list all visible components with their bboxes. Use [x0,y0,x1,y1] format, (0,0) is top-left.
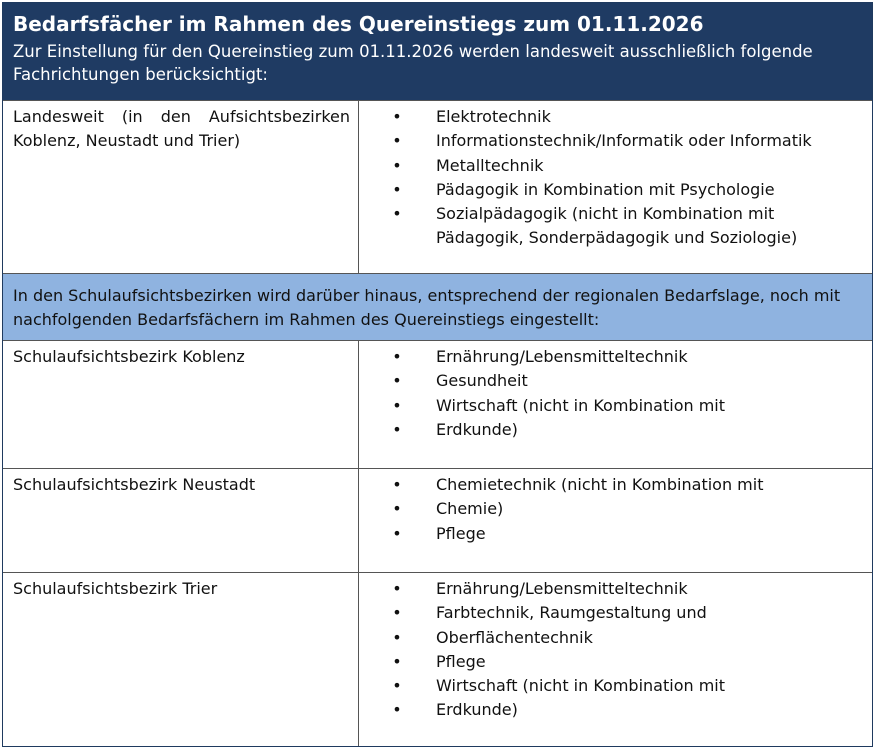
bullet-icon: • [392,347,402,366]
list-item: • Wirtschaft (nicht in Kombination mit [359,674,866,698]
subject-list-neustadt [359,473,866,546]
list-item: • Pädagogik in Kombination mit Psychologie [359,178,866,202]
list-item: • Pflege [359,522,866,546]
list-item: • Gesundheit [359,369,866,393]
list-item: • Erdkunde) [359,698,866,722]
list-item: • Chemie) [359,497,866,521]
region-label-koblenz: Schulaufsichtsbezirk Koblenz [3,341,359,468]
row-koblenz [3,340,872,468]
bullet-icon: • [392,155,402,175]
region-label-neustadt: Schulaufsichtsbezirk Neustadt [3,469,359,572]
bullet-icon: • [392,107,402,126]
bullet-icon: • [392,700,402,720]
row-landesweit [3,100,872,273]
list-item: • Wirtschaft (nicht in Kombination mit [359,394,866,418]
bullet-icon: • [392,475,402,494]
bullet-icon: • [392,131,402,151]
subjects-cell-koblenz [359,341,872,468]
list-item: • Informationstechnik/Informatik oder Informatik [359,129,866,153]
bullet-icon: • [392,179,402,199]
bedarfsfaecher-table [2,2,873,747]
bullet-icon: • [392,371,402,391]
bullet-icon: • [392,651,402,671]
bullet-icon: • [392,627,402,647]
list-item: • Metalltechnik [359,154,866,178]
bullet-icon: • [392,676,402,696]
subject-list-koblenz [359,345,866,442]
regional-info-band: In den Schulaufsichtsbezirken wird darüber hinaus, entsprechend der regionalen Bedarfslage, noch mit nachfolgenden Bedarfsfächern im Rahmen des Quereinstiegs eingestellt: [3,273,872,340]
table-header [3,3,872,100]
bullet-icon: • [392,523,402,543]
bullet-icon: • [392,499,402,519]
list-item: • Pflege [359,650,866,674]
subjects-cell-landesweit [359,101,872,273]
bullet-icon: • [392,395,402,415]
list-item: • Ernährung/Lebensmitteltechnik [359,577,866,601]
subject-list-landesweit [359,105,866,251]
bullet-icon: • [392,204,402,224]
region-label-landesweit: Landesweit (in den Aufsichtsbezirken Koblenz, Neustadt und Trier) [3,101,359,273]
list-item: • Erdkunde) [359,418,866,442]
row-trier [3,572,872,746]
subjects-cell-neustadt [359,469,872,572]
table-subtitle: Zur Einstellung für den Quereinstieg zum 01.11.2026 werden landesweit ausschließlich folgende Fachrichtungen berücksichtigt: [13,42,813,84]
subjects-cell-trier [359,573,872,746]
list-item: • Farbtechnik, Raumgestaltung und [359,601,866,625]
bullet-icon: • [392,579,402,598]
region-label-trier: Schulaufsichtsbezirk Trier [3,573,359,746]
table-title: Bedarfsfächer im Rahmen des Quereinstiegs zum 01.11.2026 [13,12,704,36]
list-item: • Sozialpädagogik (nicht in Kombination mit Pädagogik, Sonderpädagogik und Soziologie) [359,202,866,251]
bullet-icon: • [392,603,402,623]
row-neustadt [3,468,872,572]
list-item: • Oberflächentechnik [359,626,866,650]
list-item: • Elektrotechnik [359,105,866,129]
subject-list-trier [359,577,866,723]
list-item: • Chemietechnik (nicht in Kombination mit [359,473,866,497]
bullet-icon: • [392,419,402,439]
list-item: • Ernährung/Lebensmitteltechnik [359,345,866,369]
